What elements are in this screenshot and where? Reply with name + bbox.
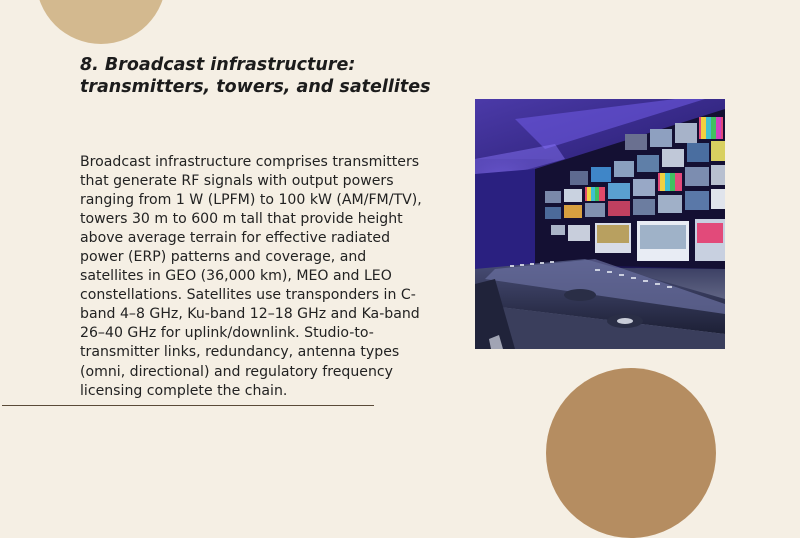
decorative-circle-top — [36, 0, 166, 44]
slide-title-line-2: transmitters, towers, and satellites — [80, 77, 431, 97]
slide-title-line-1: 8. Broadcast infrastructure: — [80, 55, 356, 75]
slide-title — [80, 54, 460, 98]
control-room-photo — [475, 99, 725, 349]
slide-body-text: Broadcast infrastructure comprises transmitters that generate RF signals with output powers ranging from 1 W (LPFM) to 100 kW (AM/FM/TV), towers 30 m to 600 m tall that provide height above average terrain for effective radiated power (ERP) patterns and coverage, and satellites in GEO (36,000 km), MEO and LEO constellations. Satellites use transponders in C-band 4–8 GHz, Ku-band 12–18 GHz and Ka-band 26–40 GHz for uplink/downlink. Studio-to-transmitter links, redundancy, antenna types (omni, directional) and regulatory frequency licensing complete the chain. — [80, 154, 422, 399]
divider-line — [2, 405, 374, 406]
control-room-illustration — [475, 99, 725, 349]
decorative-circle-bottom — [546, 368, 716, 538]
